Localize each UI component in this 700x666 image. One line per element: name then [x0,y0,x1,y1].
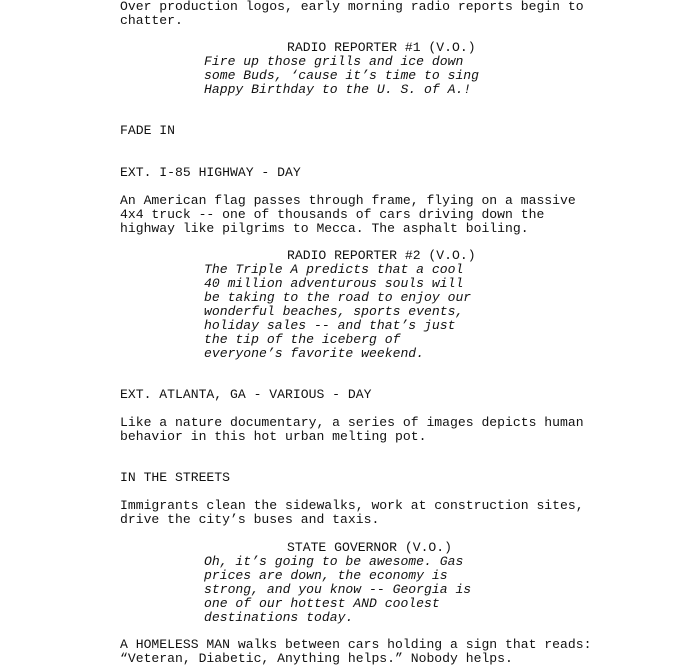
action-line: Immigrants clean the sidewalks, work at construction sites, [120,498,584,513]
dialogue-line: The Triple A predicts that a cool [204,262,464,277]
dialogue-line: Fire up those grills and ice down [204,54,464,69]
dialogue-line: prices are down, the economy is [204,568,448,583]
dialogue-line: the tip of the iceberg of [204,332,401,347]
action-line: An American flag passes through frame, flying on a massive [120,193,576,208]
transition: FADE IN [120,123,176,138]
action-line: “Veteran, Diabetic, Anything helps.” Nobody helps. [120,651,513,666]
action-line: highway like pilgrims to Mecca. The asphalt boiling. [120,221,529,236]
dialogue-line: Oh, it’s going to be awesome. Gas [204,554,464,569]
dialogue-line: be taking to the road to enjoy our [204,290,472,305]
action-line: drive the city’s buses and taxis. [120,512,380,527]
scene-heading: EXT. ATLANTA, GA - VARIOUS - DAY [120,387,372,402]
character-name: RADIO REPORTER #1 (V.O.) [287,40,476,55]
dialogue-line: everyone’s favorite weekend. [204,346,425,361]
dialogue-line: strong, and you know -- Georgia is [204,582,472,597]
dialogue-line: wonderful beaches, sports events, [204,304,464,319]
scene-heading: IN THE STREETS [120,470,231,485]
action-line: Like a nature documentary, a series of images depicts human [120,415,584,430]
dialogue-line: Happy Birthday to the U. S. of A.! [204,82,472,97]
action-line: behavior in this hot urban melting pot. [120,429,427,444]
dialogue-line: 40 million adventurous souls will [204,276,464,291]
character-name: STATE GOVERNOR (V.O.) [287,540,453,555]
action-line: A HOMELESS MAN walks between cars holding a sign that reads: [120,637,592,652]
action-line: chatter. [120,13,183,28]
scene-heading: EXT. I-85 HIGHWAY - DAY [120,165,301,180]
dialogue-line: some Buds, ‘cause it’s time to sing [204,68,480,83]
dialogue-line: holiday sales -- and that’s just [204,318,456,333]
action-line: Over production logos, early morning radio reports begin to [120,0,584,14]
character-name: RADIO REPORTER #2 (V.O.) [287,248,476,263]
action-line: 4x4 truck -- one of thousands of cars driving down the [120,207,545,222]
dialogue-line: destinations today. [204,610,354,625]
dialogue-line: one of our hottest AND coolest [204,596,440,611]
